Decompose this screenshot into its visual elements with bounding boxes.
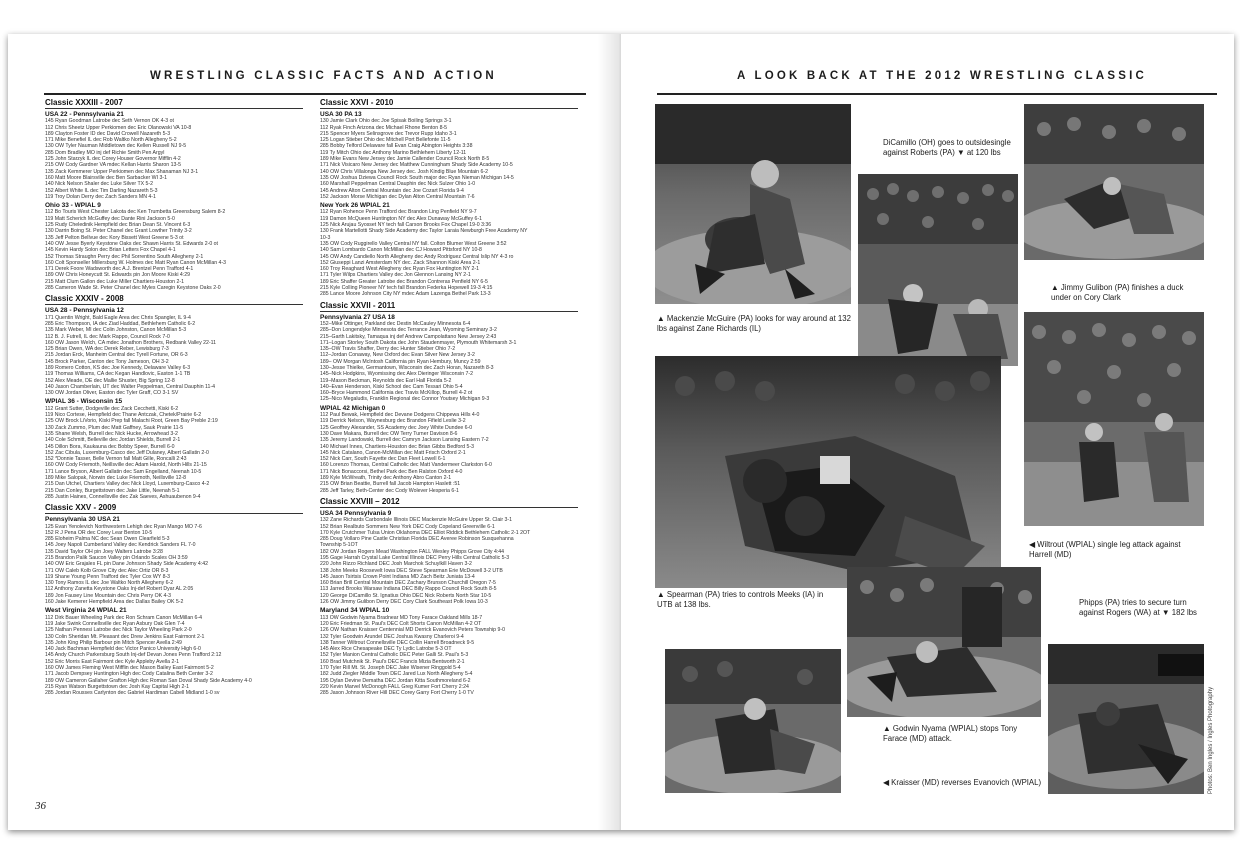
bout-result: 119 Damon McQueen Huntington NY dec Alex Dunaway McGuffey 6-1 (320, 215, 483, 222)
bout-result: 285 Eloheim Palma NC dec Sean Owen Clearfield 5-3 (45, 536, 170, 543)
bout-result: 126 OW Nathan Kraisser Centennial MD Derrick Evanovich Peters Township 9-0 (320, 627, 506, 634)
bout-result: 285 Jordan Rousses Carlynton dec Gabriel Hardiman Cabell Midland 1-0 sv (45, 690, 220, 697)
bout-result: 215 OW Brian Beattie, Burrell fall Jacob Hampton Haslett :51 (320, 481, 461, 488)
bout-result: 120 Eric Friedman St. Paul's DEC Colt Shorts Canon McMillan 4-2 OT (320, 620, 482, 627)
bout-result: 119 Troy Dolan Derry dec Zach Sanders MN 4-1 (45, 193, 156, 200)
bout-result: 189 OW Chris Honeycutt St. Edwards pin Jon Moore Kiski 4:29 (45, 272, 191, 279)
bout-result: 215 Jordan Erck, Manheim Central dec Tyrell Fortune, OR 6-3 (45, 352, 188, 359)
page-number: 36 (35, 800, 46, 812)
bout-result: 285 Justin Haines, Connellsville dec Zak Saeves, Ashuaubenon 9-4 (45, 493, 201, 500)
bout-result: 125 Rudy Cheledinik Hempfield dec Brian Dean St. Vincent 6-3 (45, 222, 191, 229)
bout-result: 160 Brad Mutchnik St. Paul's DEC Francis Mizia Bentworth 2-1 (320, 658, 465, 665)
magazine-spread (8, 34, 1234, 830)
bout-result: 125 Nick Arujau Syosset NY tech fall Carson Brooks Fox Chapel 19-0 3:36 (320, 222, 492, 229)
bout-result: 140 Nick Nelson Shaler dec Luke Silver TX 5-2 (45, 181, 154, 188)
bout-result: 120 George DiCamillo St. Ignatius Ohio DEC Nick Roberts North Star 10-5 (320, 592, 492, 599)
dual-meet-block (45, 111, 303, 200)
dual-meet-score: Maryland 34 WPIAL 10 (320, 607, 390, 615)
caption-dicamillo: DiCamillo (OH) goes to outsidesingle against Roberts (PA) ▼ at 120 lbs (883, 138, 1011, 157)
classic-heading: Classic XXVIII – 2012 (320, 497, 578, 508)
bout-result: 160 OW Cody Friemoth, Neillsville dec Adam Harold, North Hills 21-15 (45, 462, 207, 469)
bout-result: 112 B. J. Futrell, IL dec Mark Rappo, Council Rock 7-0 (45, 333, 170, 340)
bout-result: 171 Nick Bonaccorsi, Bethel Park dec Ben Ralston Oxford 4-0 (320, 468, 463, 475)
bout-result: 140 Sam Lombardo Canon McMillan dec CJ Howard Pittsford NY 10-8 (320, 247, 482, 254)
dual-meet-block (320, 510, 578, 605)
dual-meet-score: Ohio 33 - WPIAL 9 (45, 202, 101, 210)
dual-meet-block (320, 202, 578, 297)
photo-dicamillo-roberts (858, 174, 1018, 366)
bout-result: 171–Logan Storley South Dakota dec John Staudenmayer, Plymouth Whitemarsh 3-1 (320, 339, 517, 346)
bout-result: 152 *Donnie Tasser, Belle Vernon fall Matt Gille, Roncalli 2:43 (45, 456, 187, 463)
bout-result: 119 Thomas Williams, CA dec Kegan Handlovic, Easton 1-1 TB (45, 371, 191, 378)
bout-result: 215 Spencer Myers Selinsgrove dec Trevor Rupp Idaho 3-1 (320, 130, 457, 137)
bout-result: 171 Jacob Dempsey Huntington High dec Cody Catalina Beth Center 3-2 (45, 671, 213, 678)
bout-result: 160 OW Jason Welch, CA mdec Jonathon Brothers, Redbank Valley 22-11 (45, 339, 216, 346)
bout-result: 285 Jason Johnson River Hill DEC Corey Garry Fort Cherry 1-0 TV (320, 690, 474, 697)
bout-result: 145 Dillon Bora, Kaukauna dec Bobby Speer, Burrell 6-0 (45, 443, 175, 450)
bout-result: 152 Zac Cibula, Luxemburg-Casco dec Jeff Dulaney, Albert Gallatin 2-0 (45, 449, 209, 456)
bout-result: 171 OW Caleb Kolb Grove City dec Alec Ortiz OR 8-3 (45, 567, 169, 574)
bout-result: 140 OW Jesse Byerly Keystone Oaks dec Shawn Harris St. Edwards 2-0 ot (45, 240, 218, 247)
dual-meet-block (320, 607, 578, 696)
classic-heading: Classic XXXIII - 2007 (45, 98, 303, 109)
dual-meet-score: USA 30 PA 13 (320, 111, 362, 118)
dual-meet-block (320, 405, 578, 494)
dual-meet-score: Pennsylvania 27 USA 18 (320, 313, 395, 321)
bout-result: 220 John Rizzo Richland DEC Josh Marchok Schuylkill Haven 3-2 (320, 561, 472, 568)
bout-result: 152 Eric Morris East Fairmont dec Kyle Appleby Avella 2-1 (45, 658, 179, 665)
bout-result: 119 Matt Scherich McGuffey dec Dante Rini Jackson 5-0 (45, 215, 175, 222)
classic-heading: Classic XXVII - 2011 (320, 301, 578, 312)
bout-result: 125 OW Brock LiVorio, Kiski Prep fall Malachi Root, Green Bay Preble 2:19 (45, 418, 218, 425)
bout-result: 285 Doug Vollaro Pine Castle Christian Florida DEC Averee Robinson Susquehanna (320, 536, 514, 543)
classic-section (45, 503, 303, 696)
bout-result: 119 Ty Mitch Ohio dec Anthony Marino Bethlehem Liberty 12-11 (320, 149, 467, 156)
bout-result: 171 Derek Foore Wadsworth dec A.J. Brentzel Penn Trafford 4-1 (45, 266, 194, 273)
bout-result: 112 Bo Touris West Chester Lakota dec Ken Trumbetta Greensburg Salem 8-2 (45, 209, 226, 216)
classic-section (45, 294, 303, 500)
caption-kraisser: ◀ Kraisser (MD) reverses Evanovich (WPIAL) (883, 778, 1042, 787)
bout-result: 145 Kevin Hardy Solon dec Brian Letters Fox Chapel 4-1 (45, 247, 176, 254)
left-page (8, 34, 621, 830)
bout-result: 112 Dirk Bauer Wheeling Park dec Ron Schram Canon McMillan 6-4 (45, 614, 203, 621)
bout-result: 285 Bobby Telford Delaware fall Evan Craig Abington Heights 3:38 (320, 143, 473, 150)
bout-result: 145 OW Andy Candiello North Allegheny dec Andy Rodriguez Central Islip NY 4-3 ro (320, 253, 514, 260)
bout-result: 140 Michael Innes, Chartiers-Houston dec Brian Gibbs Bedford 5-3 (320, 443, 474, 450)
bout-result: 125 John Starzyk IL dec Corey Houser Governor Mifflin 4-2 (45, 156, 181, 163)
bout-result: 215 Dan Conley, Burgettstown dec Jake Little, Neenah 5-1 (45, 487, 180, 494)
bout-result: 189 Jon Fausey Line Mountain dec Chris Perry OK 4-3 (45, 592, 172, 599)
bout-result: 135 Jeff Pelton Bellvue dec Kory Bissett West Greene 5-3 ot (45, 234, 184, 241)
bout-result: 171 Quentin Wright, Bald Eagle Area dec Chris Spangler, IL 9-4 (45, 314, 191, 321)
dual-meet-score: WPIAL 42 Michigan 0 (320, 404, 386, 412)
bout-result: 119 Jake Swink Connellsville dec Ryan Asbury Oak Glen 7-4 (45, 620, 185, 627)
photo-credit: Photos: Ben Ingles / Ingles Photography (1208, 686, 1214, 794)
bout-result: 189 Mike Evans New Jersey dec Jamie Callender Council Rock North 8-5 (320, 156, 490, 163)
bout-result: 152 Alex Meade, DE dec Mallie Shuster, Big Spring 12-8 (45, 377, 175, 384)
bout-result: 189 Kyle McWreath, Trinity dec Anthony Abro Canton 2-1 (320, 475, 452, 482)
bout-result: 130 Colin Sheridan Mt. Pleasant dec Drew Jenkins East Fairmont 2-1 (45, 633, 205, 640)
bout-result: 215–Garth Lakitsky, Tamaqua inj def Andrew Campolattano New Jersey 2:43 (320, 333, 497, 340)
bout-result: 125 Geoffrey Alexander, SS Academy dec Joey White Dundee 6-0 (320, 424, 473, 431)
bout-result: 160 OW James Fleming West Mifflin dec Mason Bailey East Fairmont 5-2 (45, 665, 214, 672)
bout-result: 119–Mason Beckman, Reynolds dec Earl Hall Florida 5-2 (320, 377, 452, 384)
bout-result: 138 Tanner Wiltrout Connellsville DEC Collin Harrell Broadneck 9-5 (320, 639, 475, 646)
bout-result: 125–Nico Megaludis, Franklin Regional dec Connor Youtsey Michigan 9-3 (320, 396, 490, 403)
results-column-2 (320, 98, 578, 700)
bout-result: 195 Dylan Devine Dematha DEC Jordan Kitta Southmoreland 6-2 (320, 677, 471, 684)
bout-result: 171 Mike Benefiel IL dec Rob Waltko North Allegheny 5-2 (45, 137, 177, 144)
bout-result: 152 Brian Realbuto Sommers New York DEC Cody Copeland Greenville 6-1 (320, 523, 495, 530)
bout-result: 125 Evan Yenolevich Northwestern Lehigh dec Ryan Mango MO 7-6 (45, 523, 202, 530)
left-title-rule (44, 93, 586, 95)
classic-section (320, 497, 578, 697)
bout-result: 135 Jeremy Landowski, Burrell dec Camryn Jackson Lansing Eastern 7-2 (320, 437, 489, 444)
photo-mcguire-richards (655, 104, 851, 304)
bout-result: 130 OW Jordan Oliver, Easton dec Tyler Graff, CO 3-1 SV (45, 390, 179, 397)
dual-meet-block (45, 307, 303, 396)
bout-result: 182 OW Jordan Rogers Mead Washington FALL Wesley Phipps Grove City 4:44 (320, 548, 505, 555)
classic-heading: Classic XXXIV - 2008 (45, 294, 303, 305)
bout-result: 160 Lorenzo Thomas, Central Catholic dec Matt Vandermeer Clarkston 6-0 (320, 462, 492, 469)
dual-meet-block (45, 607, 303, 696)
bout-result: 112 Anthony Zanetta Keystone Oaks Inj-def Robert Dyar AL 2:05 (45, 586, 194, 593)
bout-result: 112 Ryan Rohence Penn Trafford dec Brandon Ling Penfield NY 9-7 (320, 209, 477, 216)
bout-result: 112–Jordan Conaway, New Oxford dec Evan Silver New Jersey 3-2 (320, 352, 475, 359)
caption-nyama: ▲ Godwin Nyama (WPIAL) stops Tony Farace (MD) attack. (883, 724, 1018, 743)
classic-section (320, 98, 578, 298)
bout-result: 160 Colt Sponseller Millersburg W. Holmes dec Matt Ryan Canon McMillan 4-3 (45, 259, 227, 266)
bout-result: 220 Kevin Marvel McDonogh FALL Greg Kumer Fort Cherry 2:24 (320, 683, 469, 690)
bout-result: 125 Logan Stieber Ohio dec Mitchell Port Bellefonte 11-5 (320, 137, 451, 144)
bout-result: 145 Ryan Goodman Latrobe dec Seth Vernon OK 4-3 ot (45, 118, 174, 125)
bout-result: 171 Nick Visicaro New Jersey dec Matthew Cunningham Shady Side Academy 10-5 (320, 162, 513, 169)
caption-spearman: ▲ Spearman (PA) tries to controls Meeks (IA) in UTB at 138 lbs. (657, 590, 824, 609)
bout-result: 195 Gage Harrah Crystal Lake Central Illinois DEC Perry Hills Central Catholic 5-3 (320, 555, 510, 561)
bout-result: 140 OW Eric Grajales FL pin Dane Johnson Shady Side Academy 4:42 (45, 561, 209, 568)
bout-result: 112 Paul Bewak, Hempfield dec Devane Dodgens Chippewa Hills 4-0 (320, 412, 480, 419)
bout-result: 171 Tyler Wilps Chartiers Valley dec Jon Glennon Lansing NY 2-1 (320, 272, 471, 279)
bout-result: 215 Dan Utchel, Chartiers Valley dec Nick Lloyd, Luxemburg-Casco 4-2 (45, 481, 210, 488)
bout-result: 130 OW Tyler Nauman Middletown dec Kellen Russell NJ 9-5 (45, 143, 187, 150)
right-title-rule (657, 93, 1217, 95)
bout-result: 119 Nico Cortese, Hempfield dec Thane Antczak, Chetek/Prairie 6-2 (45, 412, 202, 419)
dual-meet-block (45, 398, 303, 500)
classic-heading: Classic XXV - 2009 (45, 503, 303, 514)
bout-result: 135 OW Joshua Dziewa Council Rock South major dec Ryan Nieman Michigan 14-5 (320, 174, 514, 181)
bout-result: 135 Mark Weber, MI dec Colin Johnston, Canon McMillan 5-3 (45, 327, 187, 334)
bout-result: 152 Giuseppi Lanzi Amsterdam NY dec. Zack Shannon Kiski Area 2-1 (320, 259, 481, 266)
bout-result: 152 R J Pena OR dec Corey Lear Benton 10-5 (45, 529, 153, 536)
dual-meet-score: WPIAL 36 - Wisconsin 15 (45, 398, 123, 406)
classic-heading: Classic XXVI - 2010 (320, 98, 578, 109)
bout-result: 140 Jason Chamberlain, UT dec Walter Peppelman, Central Dauphin 11-4 (45, 383, 216, 390)
bout-result: 135 David Taylor OH pin Joey Walters Latrobe 3:28 (45, 548, 163, 555)
bout-result: 215 OW Cody Gardner VA mdec Kellan Harris Sharon 13-5 (45, 162, 181, 169)
bout-result: 160 Marshall Peppelman Central Dauphin dec Nick Sulzer Ohio 1-0 (320, 181, 476, 188)
dual-meet-score: USA 28 - Pennsylvania 12 (45, 307, 124, 315)
bout-result: 145 Andrew Alton Central Mountain dec Joe Cozart Florida 9-4 (320, 187, 464, 194)
bout-result: 285 Jeff Tarley, Beth-Center dec Cody Wolever Hesperia 6-1 (320, 487, 459, 494)
bout-result: 215 Kyle Colling Pioneer NY tech fall Brandon Federka Hopewell 19-3 4:15 (320, 285, 493, 292)
bout-result: 160 Jake Kemerer Hempfield Area dec Dallas Bailey OK 5-2 (45, 599, 184, 606)
bout-result: Township 5-1OT (320, 542, 358, 549)
bout-result: 130 Darrin Boing St. Peter Chanel dec Grant Lowther Trinity 3-2 (45, 228, 192, 235)
right-page-title: A LOOK BACK AT THE 2012 WRESTLING CLASSIC (737, 70, 1147, 82)
bout-result: 140 Cole Schmitt, Belleville dec Jordan Shields, Burrell 2-1 (45, 437, 181, 444)
bout-result: 152 Nick Carr, South Fayette dec Dan Fleet Lowell 6-1 (320, 456, 446, 463)
dual-meet-score: USA 22 - Pennsylvania 21 (45, 111, 124, 118)
bout-result: 189 OW Cameron Gallaher Grafton High dec Roman San Doval Shady Side Academy 4-0 (45, 677, 252, 684)
dual-meet-score: USA 34 Pennsylvania 9 (320, 509, 392, 517)
dual-meet-score: New York 26 WPIAL 21 (320, 202, 390, 210)
dual-meet-score: Pennsylvania 30 USA 21 (45, 516, 120, 524)
caption-wiltrout: ◀ Wiltrout (WPIAL) single leg attack against Harrell (MD) (1029, 540, 1181, 559)
bout-result: 160 Troy Reaghard West Allegheny dec Ryan Fox Huntington NY 2-1 (320, 266, 479, 273)
bout-result: 145 Joey Napoli Cumberland Valley dec Kendrick Sanders FL 7-0 (45, 542, 196, 549)
bout-result: 189 Eric Shaffer Greater Latrobe dec Brandon Contreras Penfield NY 6-5 (320, 278, 488, 285)
right-page (621, 34, 1234, 830)
bout-result: 135 Shane Welsh, Burrell dec Nick Hucke, Arrowhead 3-2 (45, 430, 178, 437)
photo-wiltrout-harrell (1024, 312, 1204, 526)
caption-phipps: Phipps (PA) tries to secure turn against Rogers (WA) at ▼ 182 lbs (1079, 598, 1197, 617)
bout-result: 160–Bryce Hammond California dec Travis McKillop, Burrell 4-2 ot (320, 390, 473, 397)
bout-result: 130 Tony Ramos IL dec Joe Waltko North Allegheny 6-2 (45, 580, 174, 587)
bout-result: 138 John Meeks Roosevelt Iowa DEC Steve Spearman Erie McDowell 3-2 UTB (320, 567, 503, 574)
caption-mcguire: ▲ Mackenzie McGuire (PA) looks for way around at 132 lbs against Zane Richards (IL) (657, 314, 851, 333)
bout-result: 112 Ryak Finch Arizona dec Michael Rhone Benton 8-5 (320, 124, 448, 131)
bout-result: 152 Albert White IL dec Tim Darling Nazareth 5-3 (45, 187, 158, 194)
bout-result: 130 Jamie Clark Ohio dec Joe Spisak Boiling Springs 3-1 (320, 118, 452, 125)
bout-result: 140–Evan Henderson, Kiski School dec Cam Tessari Ohio 5-4 (320, 383, 463, 390)
bout-result: 125 Nathan Pennesi Latrobe dec Nick Taylor Wheeling Park 2-0 (45, 627, 192, 634)
bout-result: 135 OW Cody Ruggirello Valley Central NY fall. Colton Blumer West Greene 3:52 (320, 240, 507, 247)
bout-result: 130–Jesse Thielke, Germantown, Wisconsin dec Zach Horan, Nazareth 8-3 (320, 364, 494, 371)
bout-result: 152 Thomas Straughn Perry dec Phil Sorrentino South Allegheny 2-1 (45, 253, 204, 260)
bout-result: 135–OW Travis Shaffer, Derry dec Hunter Stieber Ohio 7-2 (320, 346, 456, 353)
bout-result: 119 Shane Young Penn Trafford dec Tyler Cox WY 8-3 (45, 573, 171, 580)
dual-meet-score: West Virginia 24 WPIAL 21 (45, 607, 127, 615)
bout-result: 215 Ryan Watson Burgettstown dec Josh Kay Capital High 2-1 (45, 683, 189, 690)
bout-result: 140 OW Chris Villalonga New Jersey dec. Josh Kindig Blue Mountain 6-2 (320, 168, 489, 175)
caption-gulibon: ▲ Jimmy Gulibon (PA) finishes a duck under on Cory Clark (1051, 283, 1184, 302)
dual-meet-block (320, 111, 578, 200)
bout-result: 152 Tyler Manion Central Catholic DEC Peter Galli St. Paul's 5-3 (320, 652, 469, 659)
classic-section (45, 98, 303, 291)
dual-meet-block (45, 516, 303, 605)
bout-result: 135 Zack Kemmerer Upper Perkiomen dec Max Shanaman NJ 3-1 (45, 168, 199, 175)
dual-meet-block (45, 202, 303, 291)
bout-result: 125 Brian Owen, WA dec Derek Reber, Lewisburg 7-3 (45, 346, 169, 353)
bout-result: 285 Eric Thompson, IA dec Ziad Haddad, Bethlehem Catholic 6-2 (45, 320, 196, 327)
photo-phipps-rogers (1048, 644, 1204, 794)
bout-result: 182 Judd Ziegler Middle Town DEC Jared Lux North Allegheny 5-4 (320, 671, 473, 678)
bout-result: 170 Kyle Crutchmer Tulsa Union Oklahoma DEC Elliot Riddick Bethlehem Catholic 2-1 2OT (320, 529, 531, 536)
bout-result: 132 Tyler Goodwin Arundel DEC Joshua Kwasny Charleroi 9-4 (320, 633, 464, 640)
bout-result: 10-3 (320, 234, 331, 241)
photo-gulibon-clark (1024, 104, 1204, 260)
bout-result: 119 Derrick Nelson, Waynesburg dec Brandon Fifield Leslie 3-2 (320, 418, 466, 425)
bout-result: 145 Brock Parker, Canton dec Tony Jameson, OH 3-2 (45, 358, 169, 365)
bout-result: 189 Romero Cotton, KS dec Joe Kennedy, Delaware Valley 6-3 (45, 364, 191, 371)
bout-result: 285 Cameron Wade St. Peter Chanel dec Myles Caregin Keystone Oaks 2-0 (45, 285, 221, 292)
bout-result: 130 Dave Makara, Burrell dec OW Terry Turner Davison 8-6 (320, 430, 458, 437)
bout-result: 189– OW Morgan McIntosh California pin Ryan Hembury, Muncy 2:59 (320, 358, 481, 365)
bout-result: 126 OW Jimmy Gulibon Derry DEC Cory Clark Southeast Polk Iowa 10-3 (320, 599, 488, 606)
bout-result: 113 Jarred Brooks Warsaw Indiana DEC Billy Rappo Council Rock South 8-5 (320, 586, 497, 593)
bout-result: 130 Zack Zummo, Plum dec Matt Gaffney, Sauk Prairie 11-5 (45, 424, 184, 431)
bout-result: 152–Mike Ottinger, Parkland dec Destin McCauley Minnesota 6-4 (320, 320, 471, 327)
bout-result: 135 John King Philip Barbour pin Mitch Spencer Avella 2:49 (45, 639, 182, 646)
bout-result: 145 Andy Church Parkersburg South Inj-def Devan Jones Penn Trafford 2:12 (45, 652, 222, 659)
bout-result: 160 Matt Moore Blairsville dec Ben Sarbacker WI 3-1 (45, 174, 167, 181)
bout-result: 145 Alex Rice Chesapeake DEC Ty Lydic Latrobe 5-3 OT (320, 646, 452, 653)
bout-result: 113 OW Godwin Nyama Bradnear MD Tony Farace Oakland Mills 18-7 (320, 614, 483, 621)
dual-meet-block (320, 314, 578, 403)
bout-result: 145 Nick Catalano, Canon-McMillan dec Matt Frisch Oxford 2-1 (320, 449, 466, 456)
bout-result: 285–Don Longendyke Minnesota dec Terrance Jean, Wyoming Seminary 3-2 (320, 327, 497, 334)
bout-result: 112 Chris Sheetz Upper Perkiomen dec Eric Olanowski VA 10-8 (45, 124, 192, 131)
bout-result: 170 Tyler Rill Mt. St. Joseph DEC Jake Wisener Ringgold 5-4 (320, 665, 461, 672)
bout-result: 285 Dom Bradley MO inj def Richie Smith Pen Argyl (45, 149, 165, 156)
bout-result: 215 Brandon Palik Saucon Valley pin Orlando Scales OH 3:59 (45, 555, 188, 561)
bout-result: 145 Jason Tsirtsis Crown Point Indiana MD Zach Beitz Juniata 13-4 (320, 573, 475, 580)
classic-section (320, 301, 578, 494)
bout-result: 152 Jackson Morse Michigan dec Dylan Alton Central Mountain 7-6 (320, 193, 475, 200)
bout-result: 160 Brian Brill Central Mountain DEC Zachary Brunson Churchill Oregon 7-5 (320, 580, 496, 587)
results-column-1 (45, 98, 303, 700)
bout-result: 215 Matt Clum Gallon dec Luke Miller Chartiers-Houston 2-1 (45, 278, 184, 285)
bout-result: 140 Jack Bachman Hempfield dec Victor Panico University High 6-0 (45, 646, 201, 653)
left-page-title: WRESTLING CLASSIC FACTS AND ACTION (150, 70, 497, 82)
bout-result: 189 Clayton Foster ID dec David Crowell Nazareth 5-3 (45, 130, 171, 137)
photo-spearman-meeks (655, 356, 1001, 588)
bout-result: 112 Grant Sutter, Dodgeville dec Zack Cecchetti, Kiski 6-2 (45, 405, 179, 412)
bout-result: 171 Lance Bryson, Albert Gallatin dec Sam Engelland, Neenah 10-5 (45, 468, 202, 475)
bout-result: 145–Nick Hodgkins, Wyomissing dec Alex Dieringer Wisconsin 7-2 (320, 371, 474, 378)
bout-result: 132 Zane Richards Carbondale Illinois DEC Mackenzie McGuire Upper St. Clair 3-1 (320, 517, 513, 524)
photo-nyama-farace (847, 567, 1041, 717)
bout-result: 130 Frank Martellotti Shady Side Academy dec Taylor Laraia Newburgh Free Academy NY (320, 228, 528, 235)
bout-result: 285 Lance Moore Johnson City NY mdec Adam Lazenga Bethel Park 13-3 (320, 291, 491, 298)
photo-kraisser-evanovich (665, 649, 841, 793)
bout-result: 189 Mike Salopak, Norwin dec Luke Friemoth, Neillsville 12-8 (45, 475, 186, 482)
